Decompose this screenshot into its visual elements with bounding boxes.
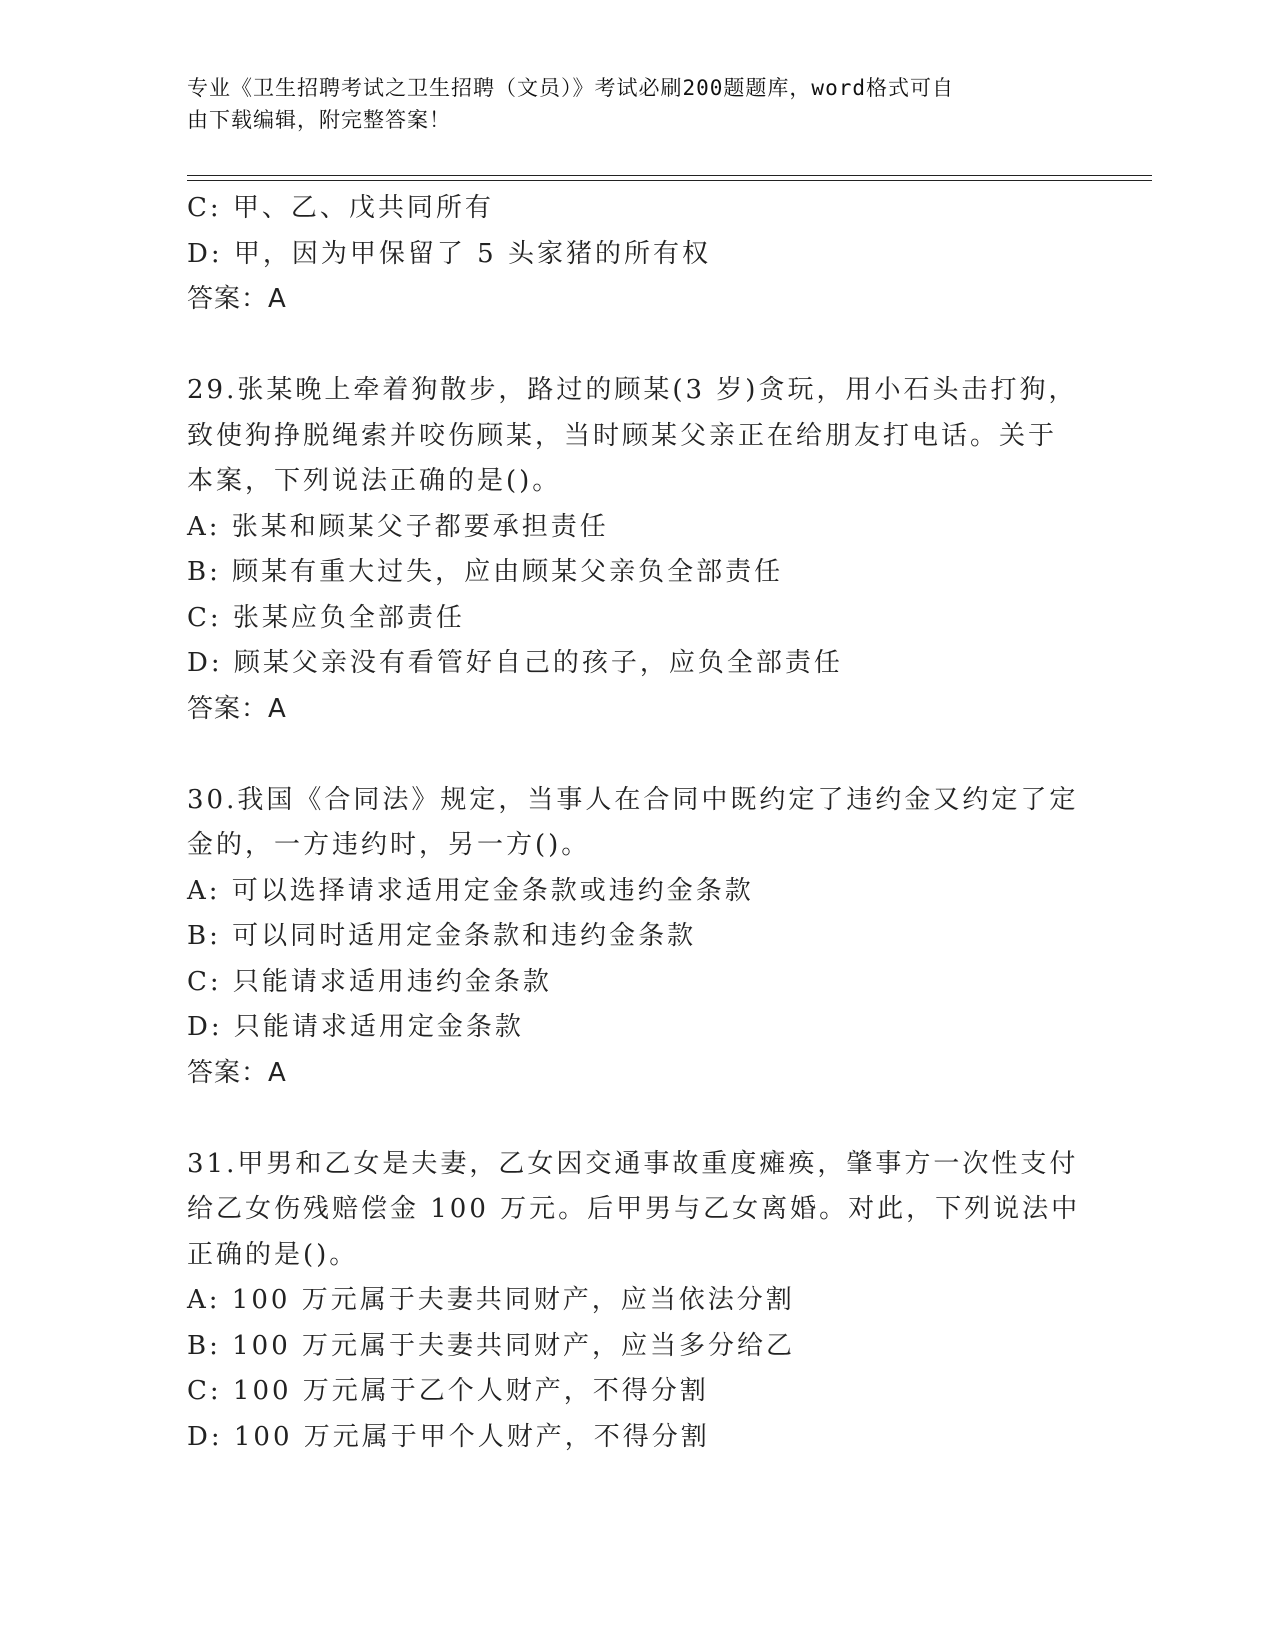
question-stem-line: 本案，下列说法正确的是()。 [187, 466, 562, 496]
question-30 [187, 778, 1087, 1097]
option-b: B: 可以同时适用定金条款和违约金条款 [187, 921, 697, 951]
option-d: D: 只能请求适用定金条款 [187, 1012, 524, 1042]
question-31 [187, 1142, 1087, 1461]
option-b: B: 顾某有重大过失，应由顾某父亲负全部责任 [187, 557, 784, 587]
option-c: C: 100 万元属于乙个人财产，不得分割 [187, 1376, 709, 1406]
option-d: D: 100 万元属于甲个人财产，不得分割 [187, 1421, 710, 1452]
option-a: A: 张某和顾某父子都要承担责任 [187, 511, 609, 542]
header-divider-top [187, 175, 1152, 176]
option-d: D: 甲，因为甲保留了 5 头家猪的所有权 [187, 238, 711, 269]
question-stem-line: 30.我国《合同法》规定，当事人在合同中既约定了违约金又约定了定 [187, 784, 1079, 815]
question-stem-line: 金的，一方违约时，另一方()。 [187, 830, 591, 860]
option-c: C: 甲、乙、戊共同所有 [187, 193, 494, 223]
header-divider-bottom [187, 180, 1152, 181]
option-c: C: 只能请求适用违约金条款 [187, 966, 552, 997]
header-line-1: 专业《卫生招聘考试之卫生招聘（文员）》考试必刷200题题库，word格式可自 [187, 76, 954, 100]
header-line-2: 由下载编辑，附完整答案！ [187, 108, 451, 132]
question-29 [187, 368, 1087, 732]
option-c: C: 张某应负全部责任 [187, 602, 465, 633]
question-stem-line: 29.张某晚上牵着狗散步，路过的顾某(3 岁)贪玩，用小石头击打狗， [187, 375, 1078, 405]
answer: 答案：A [187, 693, 287, 724]
option-b: B: 100 万元属于夫妻共同财产，应当多分给乙 [187, 1330, 796, 1361]
option-a: A: 100 万元属于夫妻共同财产，应当依法分割 [187, 1285, 795, 1315]
answer: 答案：A [187, 1057, 287, 1088]
question-content [187, 186, 1087, 1460]
option-d: D: 顾某父亲没有看管好自己的孩子，应负全部责任 [187, 648, 843, 678]
document-header [187, 72, 1067, 136]
question-stem-line: 正确的是()。 [187, 1239, 359, 1270]
option-a: A: 可以选择请求适用定金条款或违约金条款 [187, 875, 754, 906]
prev-question [187, 186, 1087, 323]
question-stem-line: 致使狗挣脱绳索并咬伤顾某，当时顾某父亲正在给朋友打电话。关于 [187, 420, 1058, 451]
answer: 答案：A [187, 284, 287, 314]
question-stem-line: 给乙女伤残赔偿金 100 万元。后甲男与乙女离婚。对此，下列说法中 [187, 1194, 1081, 1224]
question-stem-line: 31.甲男和乙女是夫妻，乙女因交通事故重度瘫痪，肇事方一次性支付 [187, 1148, 1079, 1179]
